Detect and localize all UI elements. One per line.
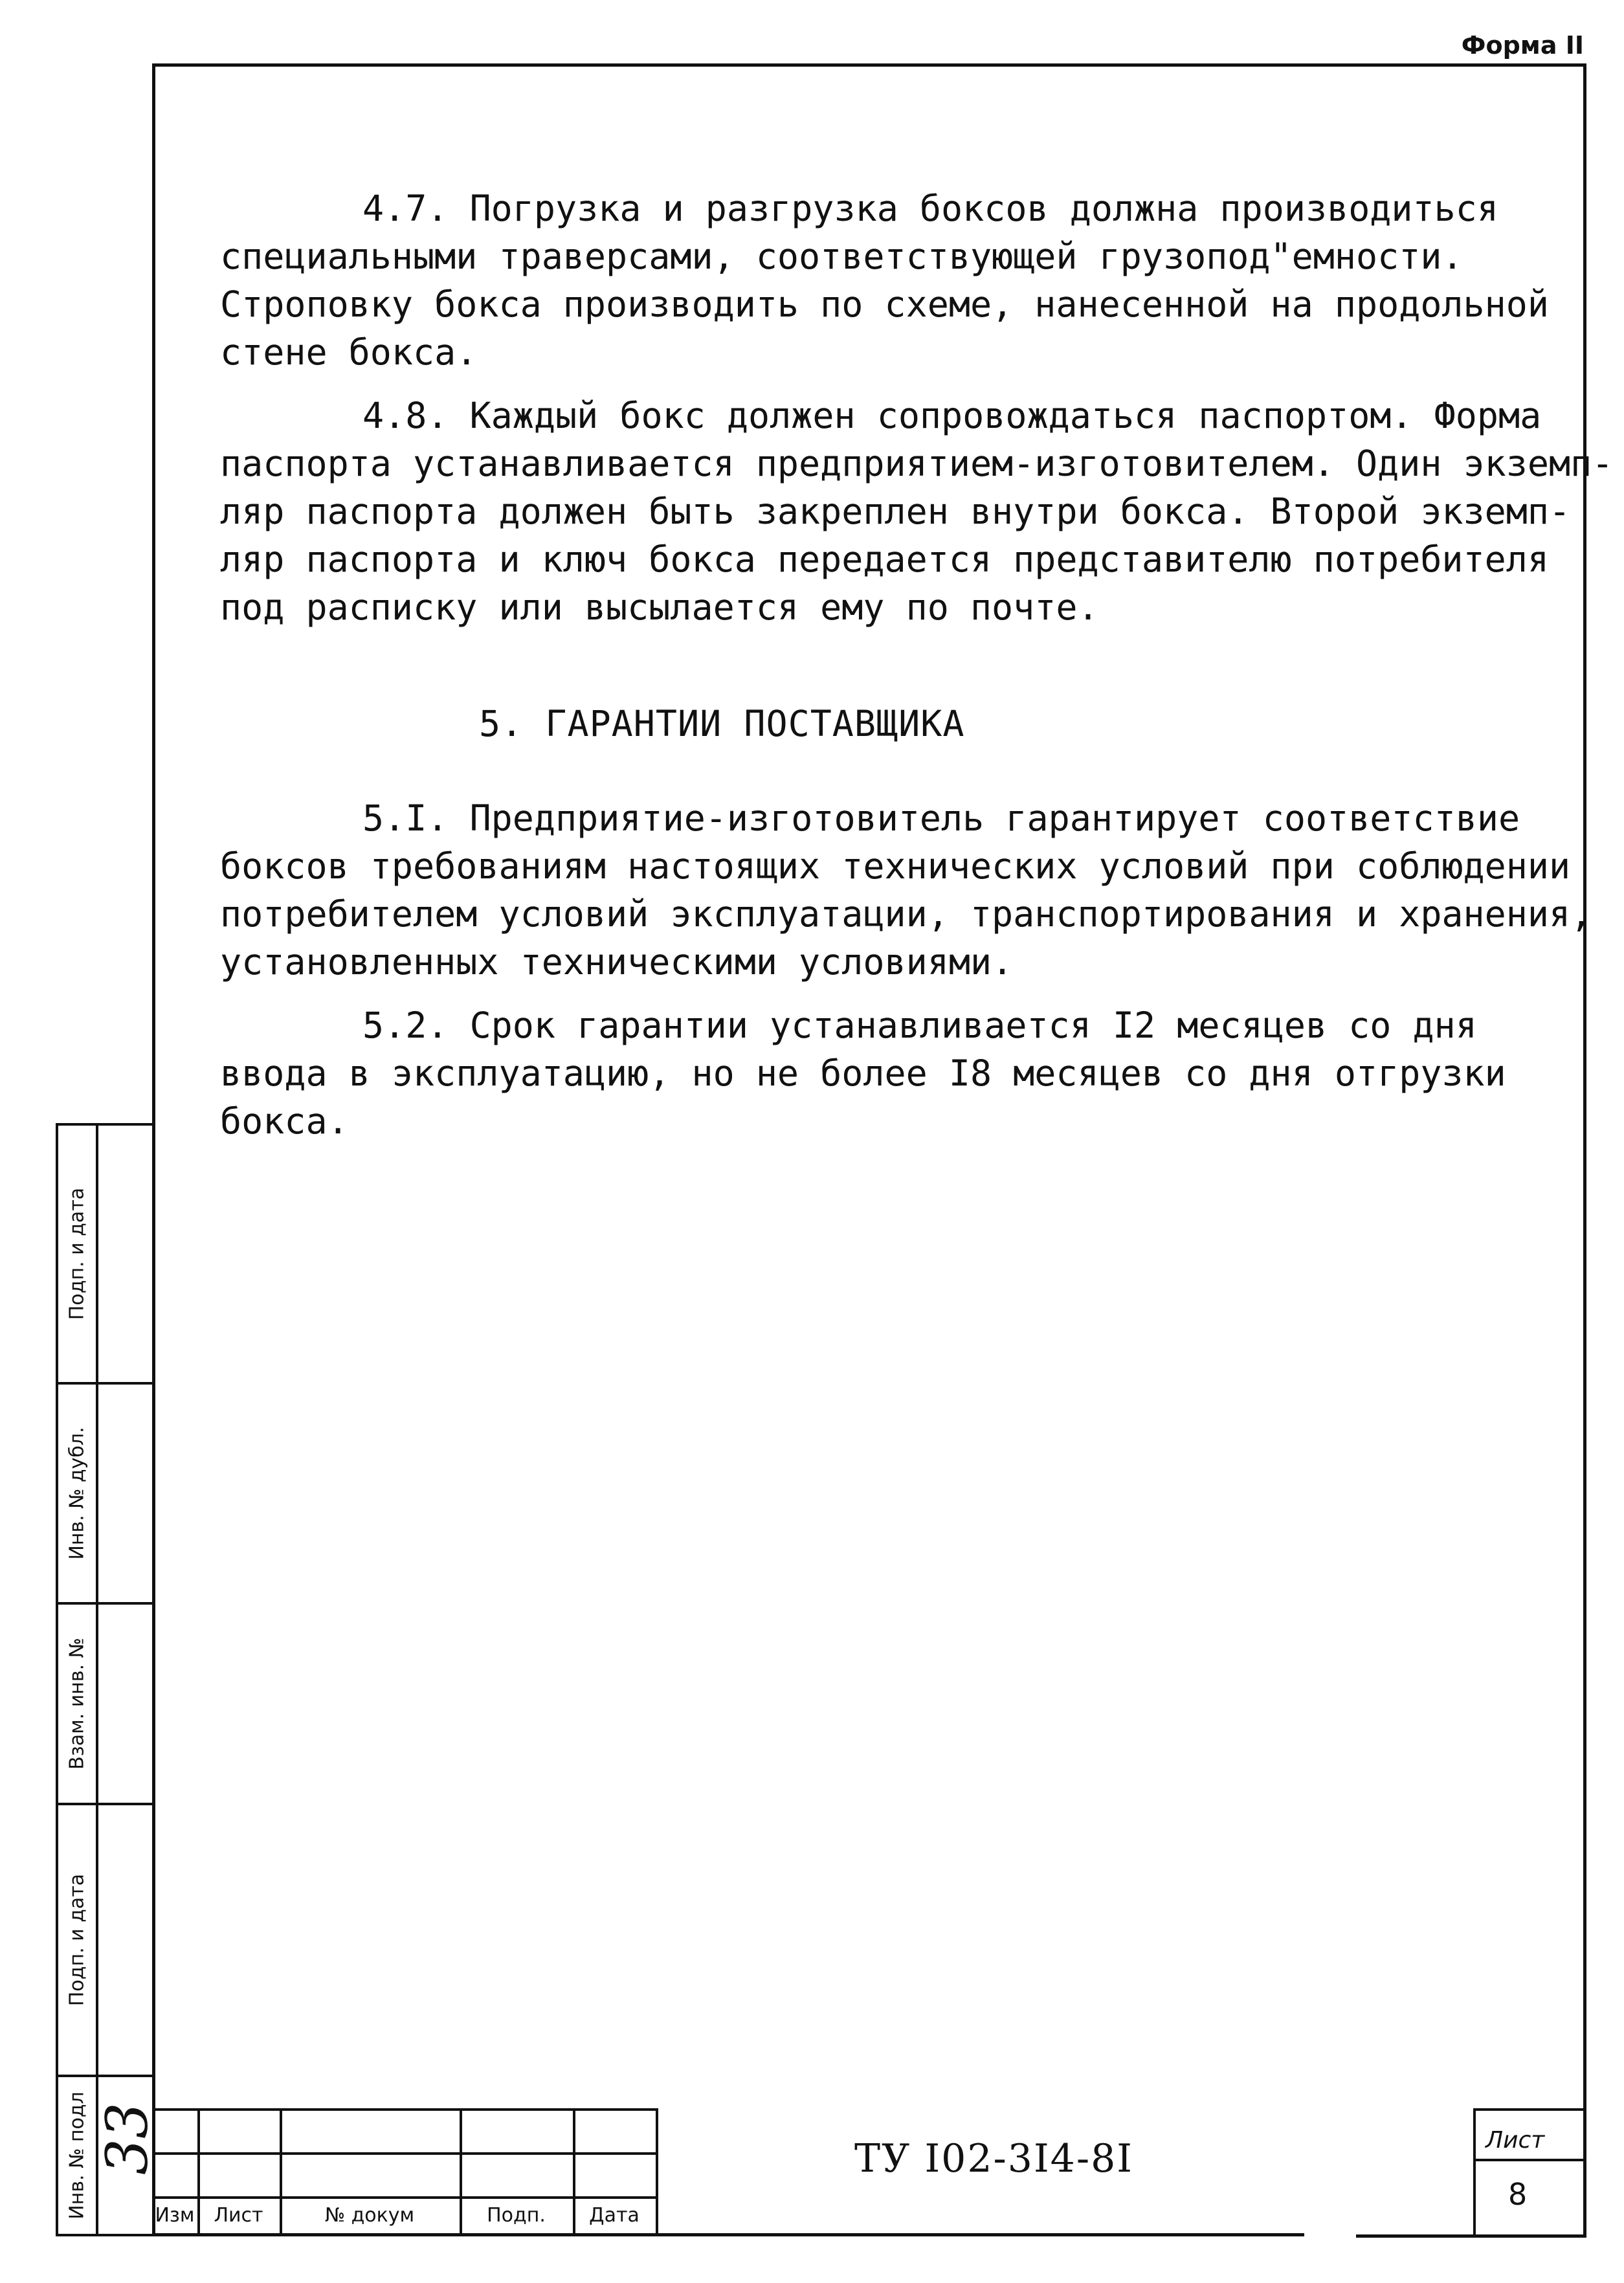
paragraph-5-2	[220, 1001, 1515, 1145]
text-line: ляр паспорта должен быть закреплен внутри бокса. Второй экземп-	[220, 491, 1571, 532]
paragraph-4-7	[220, 184, 1549, 376]
text-line: Строповку бокса производить по схеме, нанесенной на продольной	[220, 284, 1549, 325]
side-cell-signature-date	[56, 1123, 153, 1382]
side-label: Инв. № дубл.	[65, 1427, 89, 1560]
document-body	[220, 184, 1614, 1161]
column-label-document-no: № докум	[324, 2204, 415, 2227]
side-cell-original-inv	[56, 2075, 161, 2236]
paragraph-5-1	[220, 794, 1592, 986]
text-line: паспорта устанавливается предприятием-изготовителем. Один экземп-	[220, 443, 1614, 484]
paragraph-4-8	[220, 392, 1614, 631]
text-line: 5.I. Предприятие-изготовитель гарантирует соответствие	[362, 797, 1520, 839]
column-label-change: Изм	[155, 2204, 195, 2227]
frame-bottom-line	[152, 2233, 1304, 2236]
text-line: потребителем условий эксплуатации, транспортирования и хранения,	[220, 893, 1592, 935]
text-line: 5.2. Срок гарантии устанавливается I2 месяцев со дня	[362, 1005, 1477, 1046]
section-title: 5. ГАРАНТИИ ПОСТАВЩИКА	[479, 703, 965, 744]
document-code: ТУ I02-3I4-8I	[854, 2136, 1133, 2181]
text-line: ляр паспорта и ключ бокса передается представителю потребителя	[220, 539, 1549, 580]
side-label: Подп. и дата	[65, 1187, 89, 1320]
side-label: Подп. и дата	[65, 1873, 89, 2007]
text-line: боксов требованиям настоящих технических условий при соблюдении	[220, 845, 1571, 887]
column-label-signature: Подп.	[487, 2204, 546, 2227]
text-line: под расписку или высылается ему по почте.	[220, 586, 1099, 628]
text-line: ввода в эксплуатацию, но не более I8 месяцев со дня отгрузки	[220, 1052, 1506, 1094]
text-line: бокса.	[220, 1100, 349, 1142]
text-line: 4.8. Каждый бокс должен сопровождаться паспортом. Форма	[362, 395, 1542, 436]
side-label: Взам. инв. №	[65, 1638, 89, 1770]
text-line: 4.7. Погрузка и разгрузка боксов должна производиться	[362, 188, 1498, 229]
form-label: Форма II	[1461, 31, 1584, 60]
sheet-number: 8	[1508, 2177, 1528, 2212]
side-cell-replacement-inv	[56, 1602, 153, 1803]
frame-bottom-right-line	[1356, 2234, 1586, 2238]
column-label-sheet: Лист	[214, 2204, 263, 2227]
side-cell-duplicate-inv	[56, 1382, 153, 1602]
inventory-number: 33	[93, 2102, 161, 2175]
side-label: Инв. № подл	[65, 2091, 89, 2220]
column-label-date: Дата	[589, 2204, 640, 2227]
side-cell-signature-date-2	[56, 1803, 153, 2075]
text-line: специальными траверсами, соответствующей грузопод"емности.	[220, 236, 1463, 277]
text-line: стене бокса.	[220, 331, 478, 373]
sheet-label: Лист	[1485, 2127, 1545, 2154]
text-line: установленных техническими условиями.	[220, 941, 1014, 983]
side-stamp	[56, 1123, 161, 2236]
